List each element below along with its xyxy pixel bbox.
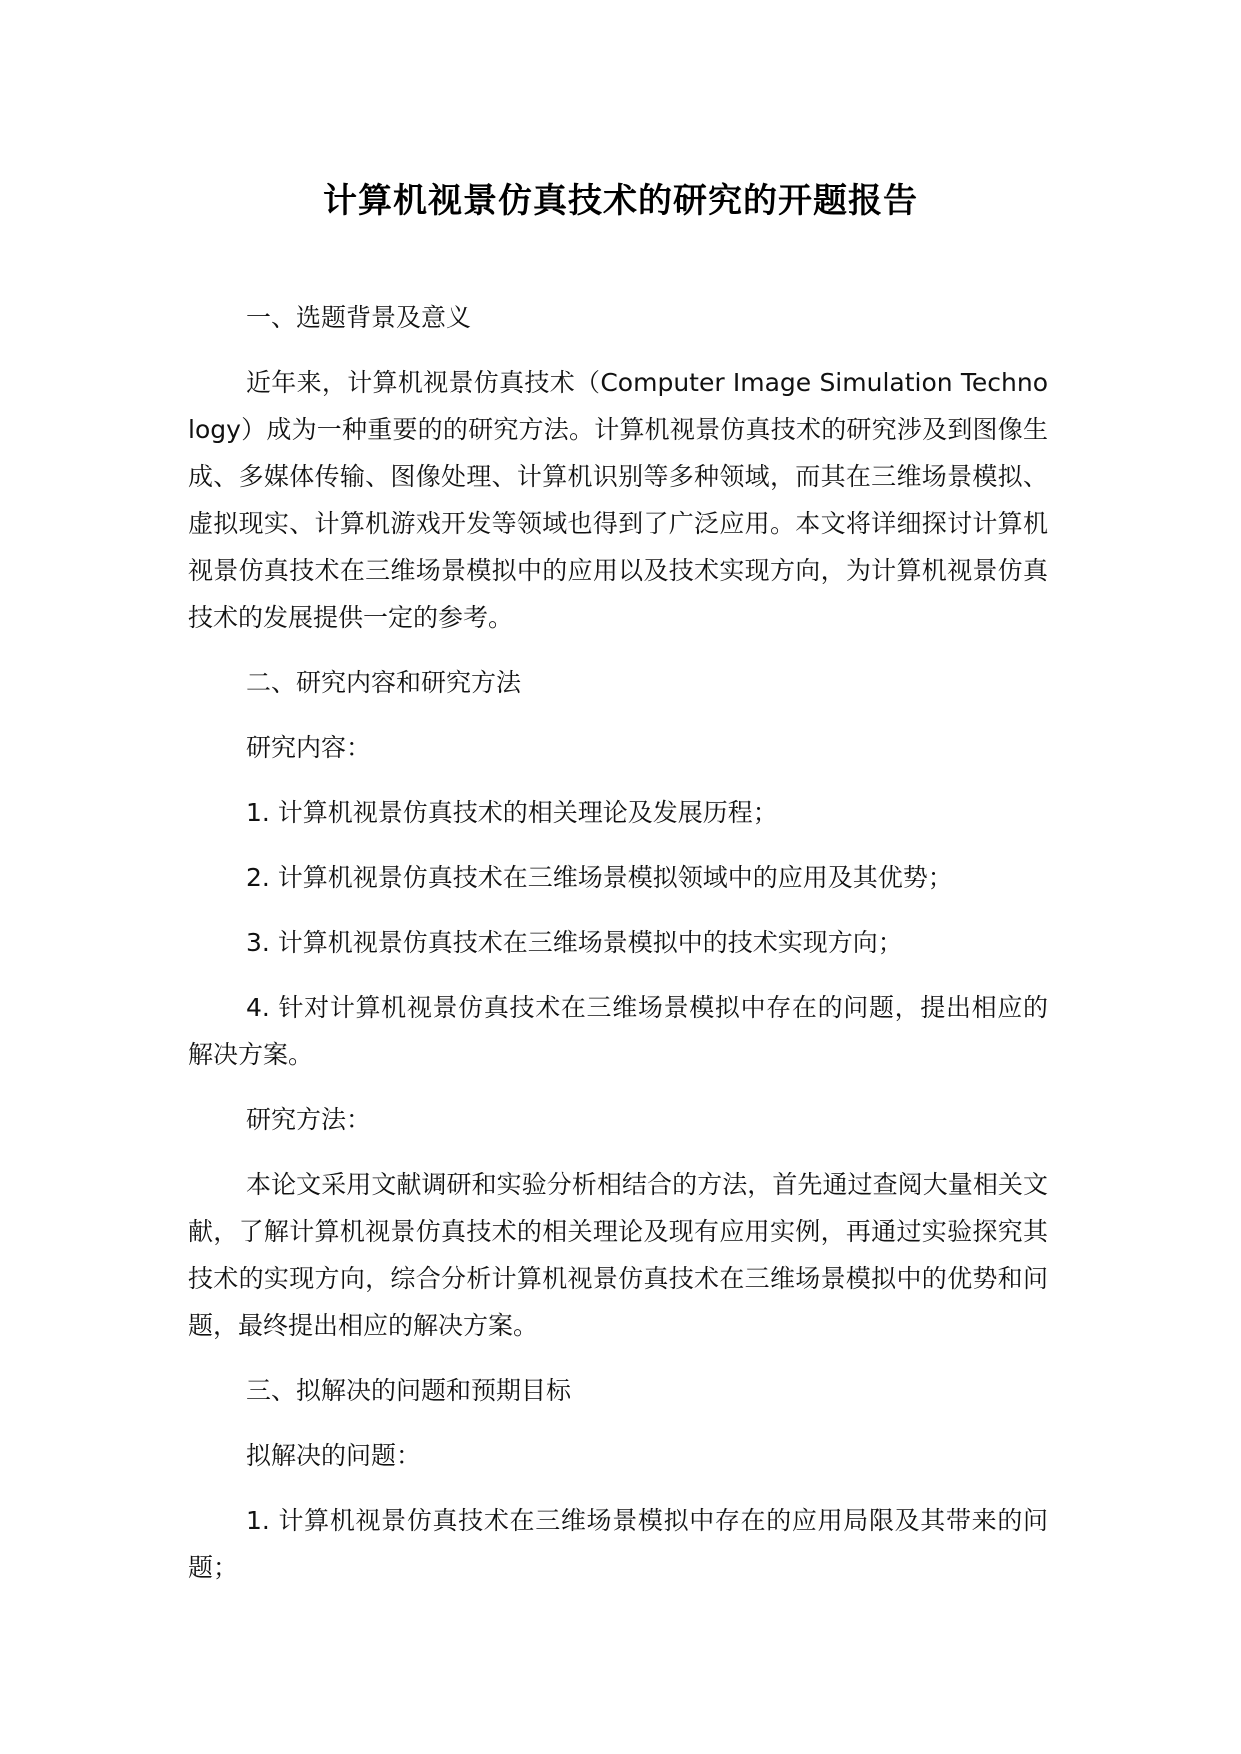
subheading-research-method: 研究方法： bbox=[246, 1105, 372, 1134]
list-item-content-3: 3. 计算机视景仿真技术在三维场景模拟中的技术实现方向； bbox=[246, 928, 903, 957]
list-item-content-4: 4. 针对计算机视景仿真技术在三维场景模拟中存在的问题，提出相应的解决方案。 bbox=[188, 993, 1048, 1069]
paragraph-background: 近年来，计算机视景仿真技术（Computer Image Simulation Technology）成为一种重要的的研究方法。计算机视景仿真技术的研究涉及到图像生成、多媒体传输、图像处理、计算机识别等多种领域，而其在三维场景模拟、虚拟现实、计算机游戏开发等领域也得到了广泛应用。本文将详细探讨计算机视景仿真技术在三维场景模拟中的应用以及技术实现方向，为计算机视景仿真技术的发展提供一定的参考。 bbox=[188, 368, 1048, 632]
section-heading-background: 一、选题背景及意义 bbox=[246, 303, 472, 332]
document-body bbox=[188, 294, 1048, 1609]
paragraph-method: 本论文采用文献调研和实验分析相结合的方法，首先通过查阅大量相关文献，了解计算机视景仿真技术的相关理论及现有应用实例，再通过实验探究其技术的实现方向，综合分析计算机视景仿真技术在三维场景模拟中的优势和问题，最终提出相应的解决方案。 bbox=[188, 1170, 1048, 1340]
section-heading-problems-goals: 三、拟解决的问题和预期目标 bbox=[246, 1376, 572, 1405]
list-item-content-1: 1. 计算机视景仿真技术的相关理论及发展历程； bbox=[246, 798, 778, 827]
subheading-problems: 拟解决的问题： bbox=[246, 1441, 422, 1470]
section-heading-content-method: 二、研究内容和研究方法 bbox=[246, 668, 522, 697]
list-item-content-2: 2. 计算机视景仿真技术在三维场景模拟领域中的应用及其优势； bbox=[246, 863, 953, 892]
list-item-problem-1: 1. 计算机视景仿真技术在三维场景模拟中存在的应用局限及其带来的问题； bbox=[188, 1506, 1048, 1582]
subheading-research-content: 研究内容： bbox=[246, 733, 372, 762]
document-title: 计算机视景仿真技术的研究的开题报告 bbox=[323, 181, 918, 221]
